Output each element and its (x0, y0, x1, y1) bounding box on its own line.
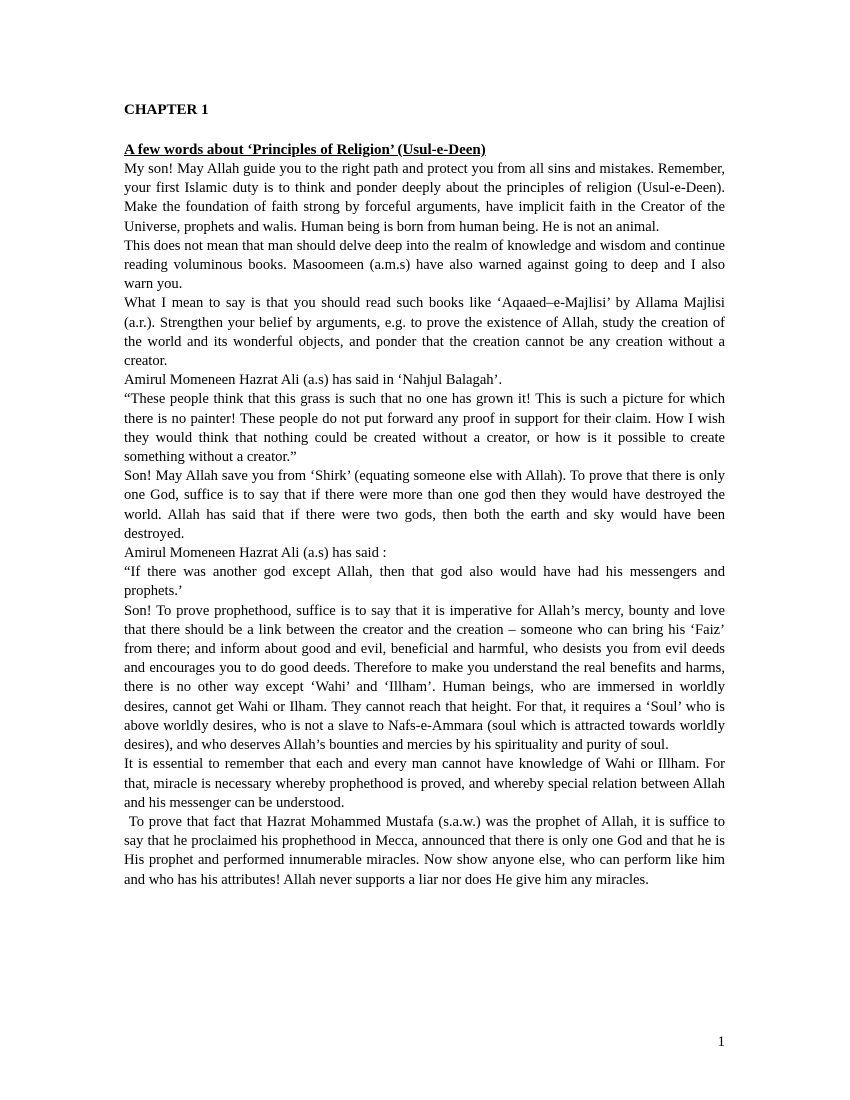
paragraph: Son! To prove prophethood, suffice is to say that it is imperative for Allah’s mercy, bounty and love that there should be a link between the creator and the creation – someone who can bring his ‘Faiz’ from there; and inform about good and evil, beneficial and harmful, who desists you from evil deeds and encourages you to do good deeds. Therefore to make you understand the real benefits and harms, there is no other way except ‘Wahi’ and ‘Illham’. Human beings, who are immersed in worldly desires, cannot get Wahi or Ilham. They cannot reach that height. For that, it requires a ‘Soul’ who is above worldly desires, who is not a slave to Nafs-e-Ammara (soul which is attracted towards worldly desires), and who deserves Allah’s bounties and mercies by his spirituality and purity of soul. (124, 602, 725, 754)
paragraph: My son! May Allah guide you to the right path and protect you from all sins and mistakes. Remember, your first Islamic duty is to think and ponder deeply about the principles of religion (Usul-e-Deen). Make the foundation of faith strong by forceful arguments, have implicit faith in the Creator of the Universe, prophets and walis. Human being is born from human being. He is not an animal. (124, 161, 725, 235)
chapter-title: CHAPTER 1 (124, 102, 209, 118)
page-number: 1 (717, 1034, 725, 1050)
paragraph: It is essential to remember that each and every man cannot have knowledge of Wahi or Illham. For that, miracle is necessary whereby prophethood is proved, and whereby special relation between Allah and his messenger can be understood. (124, 756, 725, 811)
paragraph: Son! May Allah save you from ‘Shirk’ (equating someone else with Allah). To prove that there is only one God, suffice is to say that if there were more than one god then they would have destroyed the world. Allah has said that if there were two gods, then both the earth and sky would have been destroyed. (124, 468, 725, 542)
quotation-paragraph: “If there was another god except Allah, then that god also would have had his messengers and prophets.’ (124, 564, 725, 600)
paragraph: This does not mean that man should delve deep into the realm of knowledge and wisdom and continue reading voluminous books. Masoomeen (a.m.s) have also warned against going to deep and I also warn you. (124, 237, 725, 293)
paragraph: Amirul Momeneen Hazrat Ali (a.s) has said : (124, 545, 387, 562)
paragraph: Amirul Momeneen Hazrat Ali (a.s) has said in ‘Nahjul Balagah’. (124, 372, 503, 389)
page-content (124, 99, 729, 890)
paragraph: What I mean to say is that you should read such books like ‘Aqaaed–e-Majlisi’ by Allama Majlisi (a.r.). Strengthen your belief by arguments, e.g. to prove the existence of Allah, study the creation of the world and its wonderful objects, and ponder that the creation cannot be any creation without a creator. (124, 295, 725, 370)
paragraph: To prove that fact that Hazrat Mohammed Mustafa (s.a.w.) was the prophet of Allah, it is suffice to say that he proclaimed his prophethood in Mecca, announced that there is only one God and that he is His prophet and performed innumerable miracles. Now show anyone else, who can perform like him and who has his attributes! Allah never supports a liar nor does He give him any miracles. (124, 813, 729, 888)
section-heading: A few words about ‘Principles of Religion’ (Usul-e-Deen) (124, 142, 486, 158)
quotation-paragraph: “These people think that this grass is such that no one has grown it! This is such a picture for which there is no painter! These people do not put forward any proof in support for their claim. How I wish they would think that nothing could be created without a creator, or how is it possible to create something without a creator.” (124, 391, 725, 466)
